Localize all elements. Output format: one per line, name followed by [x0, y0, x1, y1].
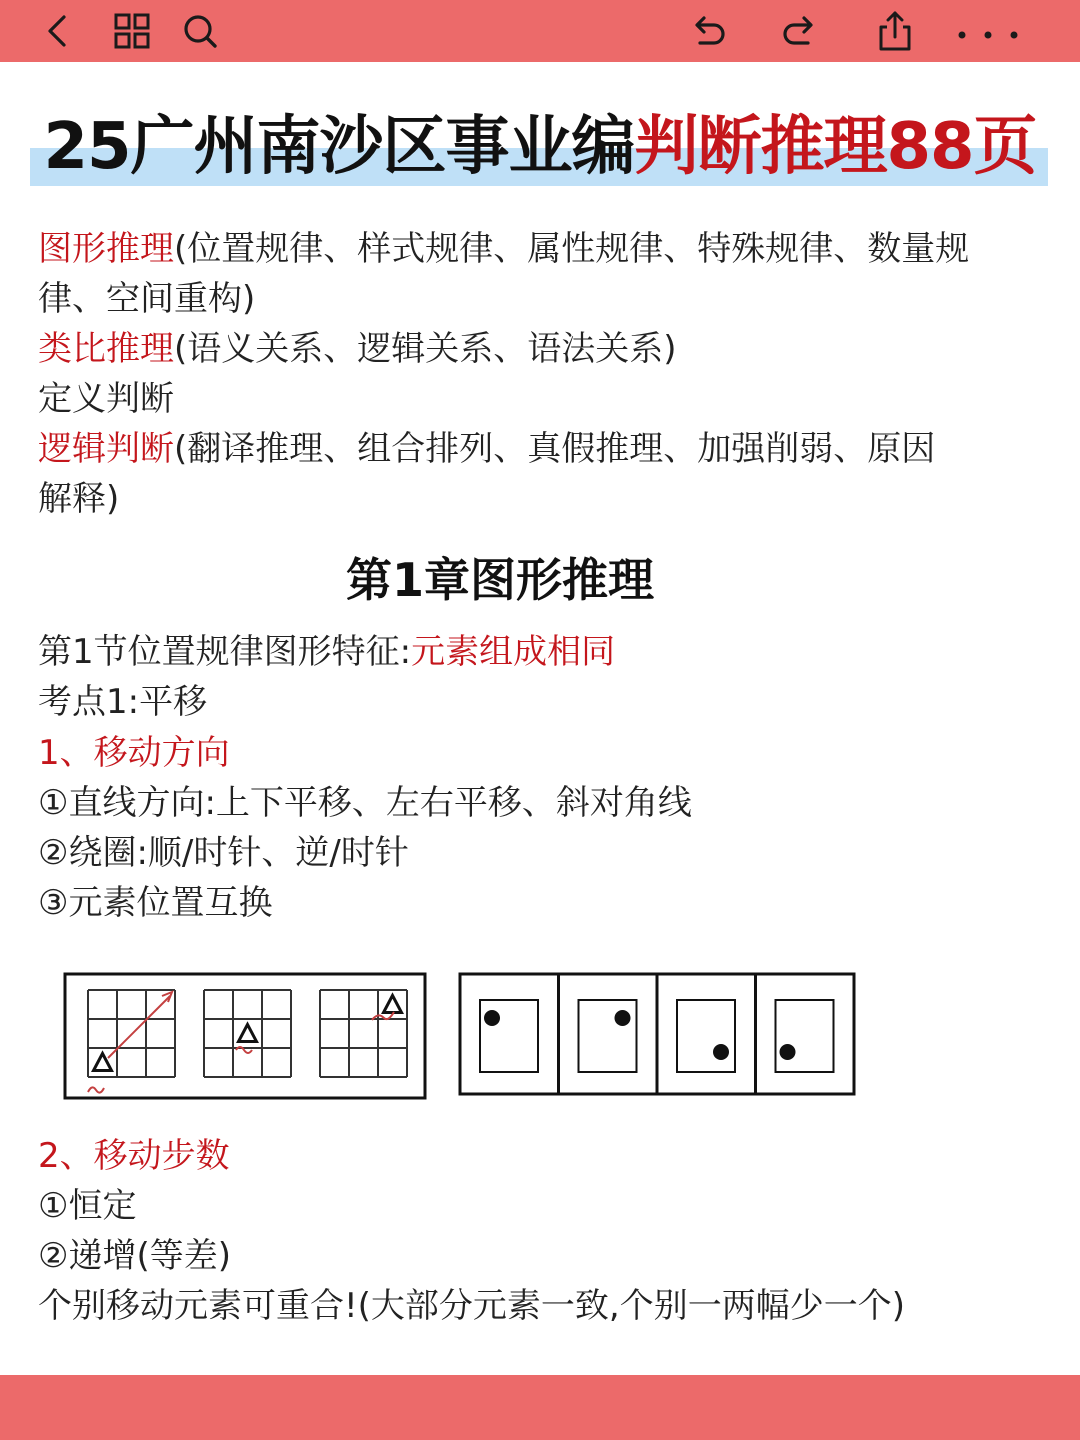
steps-heading: 2、移动步数 — [38, 1136, 230, 1176]
section-highlight: 元素组成相同 — [411, 632, 616, 672]
direction-item: ③元素位置互换 — [38, 883, 273, 923]
black-dot — [615, 1010, 631, 1026]
overview-detail: 律、空间重构) — [38, 279, 256, 319]
scribble-mark — [88, 1087, 104, 1092]
point-line: 考点1:平移 — [38, 682, 208, 722]
overview-detail: 解释) — [38, 479, 120, 519]
grid-3x3 — [320, 990, 407, 1077]
overview-line-1 — [38, 224, 969, 274]
overview-line-2 — [38, 324, 677, 374]
share-icon[interactable] — [873, 9, 917, 53]
direction-item: ①直线方向:上下平移、左右平移、斜对角线 — [38, 783, 692, 823]
example-figure-svg — [36, 940, 916, 1110]
direction-heading: 1、移动方向 — [38, 733, 230, 773]
top-toolbar — [0, 0, 1080, 62]
example-figure — [36, 940, 916, 1110]
redo-icon[interactable] — [778, 9, 822, 53]
overview-line-4 — [38, 424, 935, 474]
chevron-left-icon[interactable] — [36, 9, 80, 53]
inner-square — [776, 1000, 834, 1072]
steps-item: ①恒定 — [38, 1186, 137, 1226]
grid-icon[interactable] — [110, 9, 154, 53]
overview-detail: (翻译推理、组合排列、真假推理、加强削弱、原因 — [174, 429, 936, 469]
overview-label: 定义判断 — [38, 379, 174, 419]
chapter-heading: 第1章图形推理 — [345, 553, 654, 607]
overview-line-4b — [38, 474, 119, 524]
black-dot — [713, 1044, 729, 1060]
overview-detail: (位置规律、样式规律、属性规律、特殊规律、数量规 — [174, 229, 970, 269]
overview-line-3 — [38, 374, 174, 424]
bottom-bar — [0, 1375, 1080, 1440]
more-icon[interactable] — [952, 9, 1032, 53]
undo-icon[interactable] — [686, 9, 730, 53]
direction-item: ②绕圈:顺/时针、逆/时针 — [38, 833, 409, 873]
section-line — [38, 627, 615, 677]
black-dot — [780, 1044, 796, 1060]
note-line: 个别移动元素可重合!(大部分元素一致,个别一两幅少一个) — [38, 1286, 905, 1326]
overview-label: 图形推理 — [38, 229, 174, 269]
title-block — [0, 104, 1080, 194]
inner-square — [579, 1000, 637, 1072]
title-red: 判断推理88页 — [634, 110, 1037, 184]
overview-label: 逻辑判断 — [38, 429, 174, 469]
search-icon[interactable] — [178, 9, 222, 53]
black-dot — [484, 1010, 500, 1026]
arrow-head — [162, 992, 172, 1002]
triangle-icon — [384, 996, 402, 1013]
inner-square — [677, 1000, 735, 1072]
triangle-icon — [239, 1025, 257, 1042]
title-black: 25广州南沙区事业编 — [43, 110, 635, 184]
overview-detail: (语义关系、逻辑关系、语法关系) — [174, 329, 677, 369]
section-prefix: 第1节位置规律图形特征: — [38, 632, 412, 672]
steps-item: ②递增(等差) — [38, 1236, 232, 1276]
grid-panel-frame — [65, 974, 425, 1098]
overview-line-1b — [38, 274, 255, 324]
grid-3x3 — [204, 990, 291, 1077]
overview-label: 类比推理 — [38, 329, 174, 369]
page-title — [0, 104, 1080, 190]
